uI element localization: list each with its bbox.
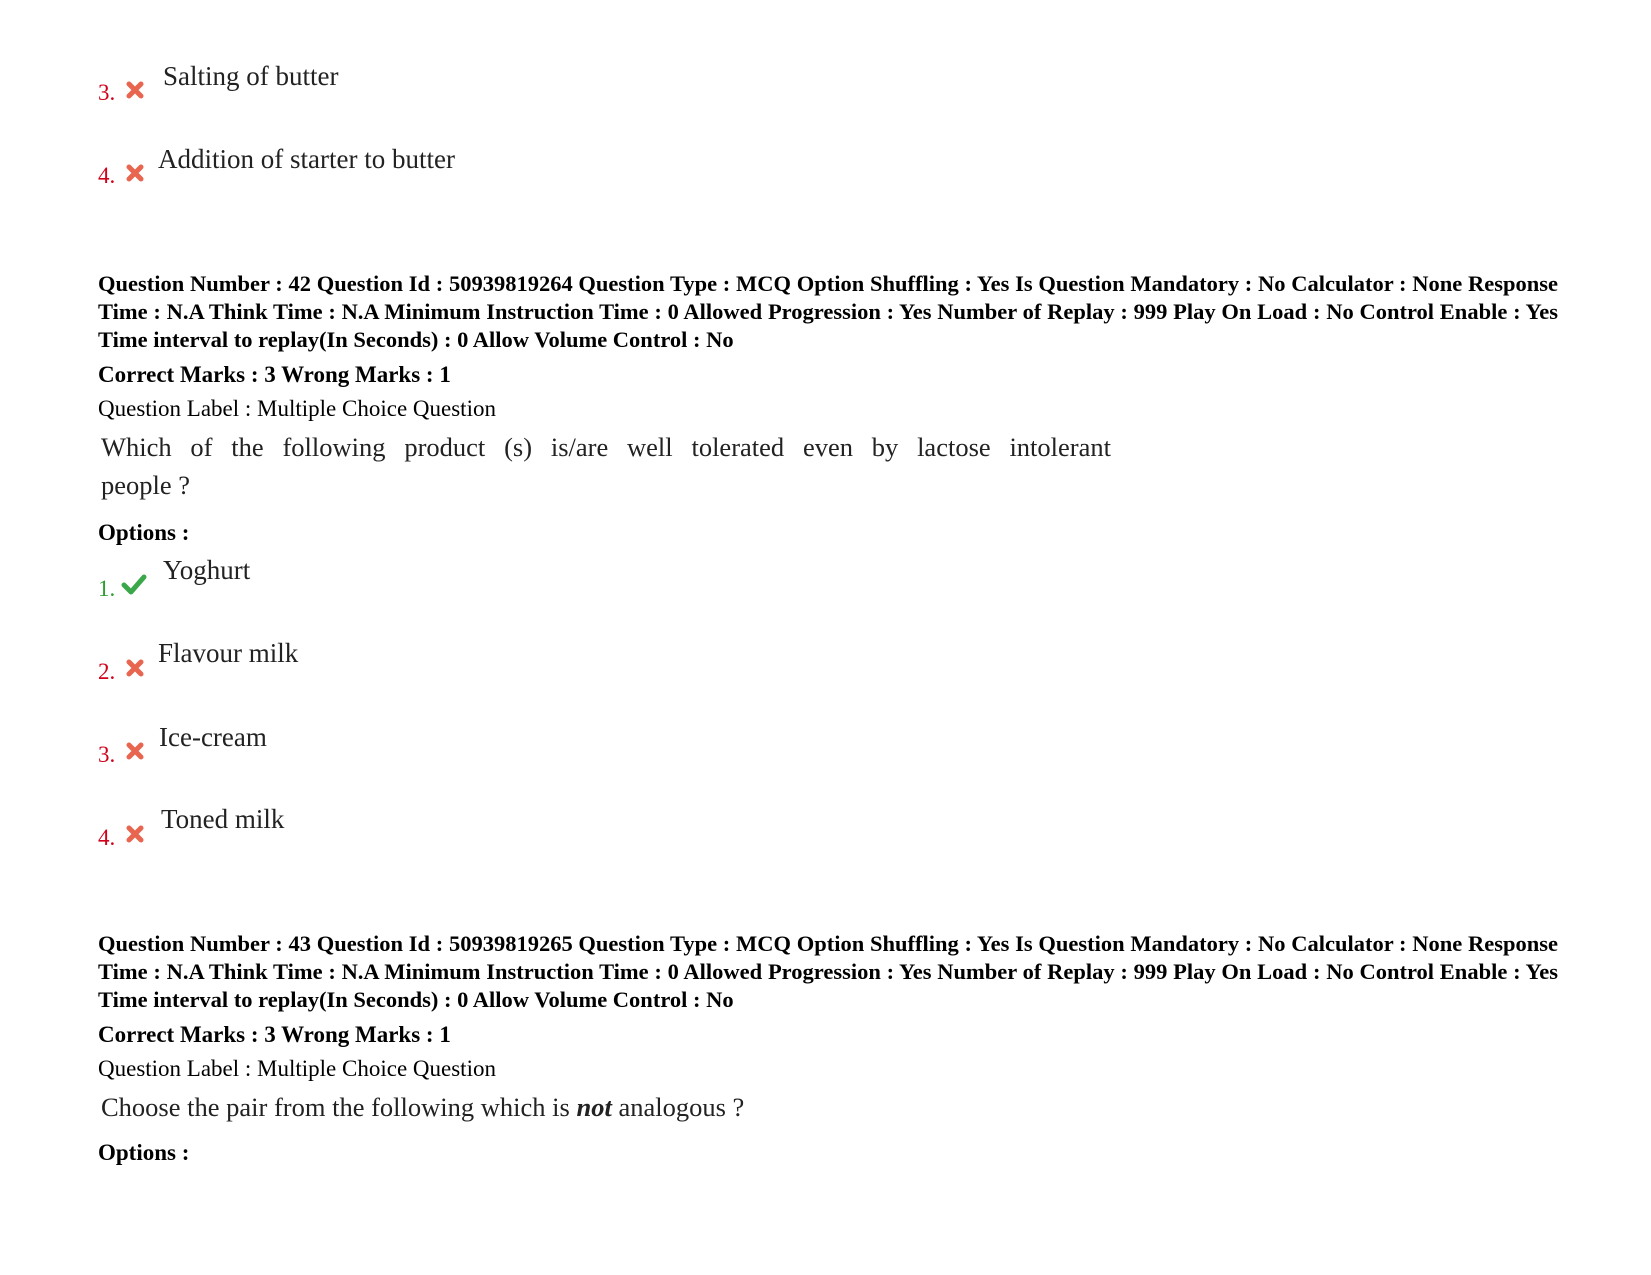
marks-info: Correct Marks : 3 Wrong Marks : 1 — [98, 362, 451, 387]
option-text: Flavour milk — [158, 638, 299, 668]
question-text-part: Choose the pair from the following which is — [101, 1092, 577, 1122]
cross-icon — [125, 741, 145, 761]
question-metadata: Question Number : 43 Question Id : 50939819265 Question Type : MCQ Option Shuffling : Yes Is Question Mandatory : No Calculator : None Response Time : N.A Think Time : N.A Minimum Instruction Time : 0 Allowed Progression : Yes Number of Replay : 999 Play On Load : No Control Enable : Yes Time interval to replay(In Seconds) : 0 Allow Volume Control : No — [98, 931, 1558, 1012]
option-text: Salting of butter — [163, 61, 339, 91]
option-text: Addition of starter to butter — [158, 144, 455, 174]
cross-icon — [125, 658, 145, 678]
cross-icon — [125, 824, 145, 844]
option-number: 4. — [98, 163, 116, 188]
options-heading: Options : — [98, 520, 190, 545]
option-number: 1. — [98, 576, 116, 601]
marks-info: Correct Marks : 3 Wrong Marks : 1 — [98, 1022, 451, 1047]
question-metadata: Question Number : 42 Question Id : 50939819264 Question Type : MCQ Option Shuffling : Yes Is Question Mandatory : No Calculator : None Response Time : N.A Think Time : N.A Minimum Instruction Time : 0 Allowed Progression : Yes Number of Replay : 999 Play On Load : No Control Enable : Yes Time interval to replay(In Seconds) : 0 Allow Volume Control : No — [98, 271, 1558, 352]
question-text-part: analogous ? — [611, 1092, 745, 1122]
question-text — [101, 428, 1111, 504]
option-text: Yoghurt — [163, 555, 251, 585]
option-number: 3. — [98, 80, 116, 105]
check-icon — [121, 573, 147, 595]
cross-icon — [125, 80, 145, 100]
question-text-line: people ? — [101, 470, 191, 500]
question-label: Question Label : Multiple Choice Question — [98, 1056, 496, 1081]
question-text-line: Which of the following product (s) is/are well tolerated even by lactose intolerant — [101, 432, 1111, 462]
option-number: 2. — [98, 659, 116, 684]
cross-icon — [125, 163, 145, 183]
options-heading: Options : — [98, 1140, 190, 1165]
option-number: 4. — [98, 825, 116, 850]
option-number: 3. — [98, 742, 116, 767]
question-label: Question Label : Multiple Choice Question — [98, 396, 496, 421]
question-text — [101, 1088, 744, 1126]
option-text: Ice-cream — [159, 722, 267, 752]
option-text: Toned milk — [161, 804, 285, 834]
question-text-emphasis: not — [576, 1092, 612, 1122]
